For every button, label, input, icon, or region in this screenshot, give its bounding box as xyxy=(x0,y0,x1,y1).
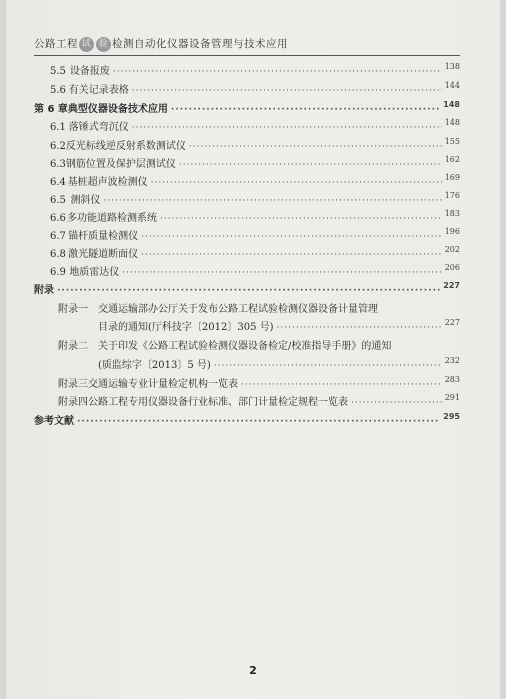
toc-entry-title: 关于印发《公路工程试验检测仪器设备检定/校准指导手册》的通知 xyxy=(98,341,392,352)
toc-entry-page: 206 xyxy=(444,263,460,272)
header-rule xyxy=(34,55,460,56)
header-title-after: 检测自动化仪器设备管理与技术应用 xyxy=(112,38,288,50)
toc-entry-number: 附录二 xyxy=(58,341,88,352)
toc-leader xyxy=(57,286,440,296)
toc-entry xyxy=(58,375,460,390)
toc-leader xyxy=(132,86,442,96)
toc-entry-number: 附录一 xyxy=(58,304,88,315)
toc-entry-title: 基桩超声波检测仪 xyxy=(67,177,148,188)
toc-entry-page: 295 xyxy=(443,412,460,421)
toc-entry-page: 202 xyxy=(444,245,460,254)
toc-entry xyxy=(50,137,460,152)
toc-entry-title: 公路工程专用仪器设备行业标准、部门计量检定规程一览表 xyxy=(88,397,348,408)
running-header xyxy=(34,36,460,52)
toc-entry-page: 196 xyxy=(444,227,460,236)
toc-entry-number: 5.5 xyxy=(50,66,66,77)
toc-entry xyxy=(50,245,460,260)
toc-leader xyxy=(122,268,441,278)
toc-leader xyxy=(351,398,442,408)
toc-entry-page: 227 xyxy=(444,318,460,327)
toc-entry xyxy=(50,209,460,224)
toc-entry xyxy=(50,173,460,188)
toc-entry xyxy=(50,191,460,206)
toc-leader xyxy=(113,67,442,77)
toc-entry xyxy=(50,62,460,77)
toc-entry-number: 6.7 xyxy=(50,231,66,242)
toc-entry-page: 162 xyxy=(444,155,460,164)
toc-entry-number: 附录三 xyxy=(58,379,88,390)
toc-entry-number: 第 6 章 xyxy=(34,104,68,115)
toc-leader xyxy=(189,142,442,152)
toc-leader xyxy=(132,123,442,133)
toc-entry xyxy=(58,300,460,315)
toc-entry-title: 落锤式弯沉仪 xyxy=(68,122,129,133)
toc-entry-page: 291 xyxy=(444,393,460,402)
toc-entry xyxy=(50,263,460,278)
toc-entry-page: 176 xyxy=(444,191,460,200)
toc-entry-page: 232 xyxy=(444,356,460,365)
toc-leader xyxy=(179,160,442,170)
page-number: 2 xyxy=(249,664,257,677)
toc-entry xyxy=(50,81,460,96)
header-stamp-1: 试 xyxy=(79,37,94,52)
toc-leader xyxy=(171,105,440,115)
toc-leader xyxy=(141,250,442,260)
toc-entry-page: 155 xyxy=(444,137,460,146)
toc-entry xyxy=(50,155,460,170)
toc-entry-title: 反光标线逆反射系数测试仪 xyxy=(65,141,186,152)
toc-entry-number: 6.6 xyxy=(50,213,66,224)
toc-entry-page: 138 xyxy=(444,62,460,71)
toc-entry-number: 参考文献 xyxy=(34,416,74,427)
toc-entry-number: 6.2 xyxy=(50,141,66,152)
toc-leader xyxy=(277,323,442,333)
toc-entry-number: 6.8 xyxy=(50,249,66,260)
header-stamp-2: 验 xyxy=(96,37,111,52)
toc-entry-title: 测斜仪 xyxy=(70,195,101,206)
toc-entry-page: 144 xyxy=(444,81,460,90)
toc-entry-page: 183 xyxy=(444,209,460,218)
toc-entry xyxy=(58,393,460,408)
toc-entry-number: 6.4 xyxy=(50,177,66,188)
toc-entry-number: 5.6 xyxy=(50,85,66,96)
toc-leader xyxy=(241,380,442,390)
toc-entry-number: 6.3 xyxy=(50,159,66,170)
header-title-before: 公路工程 xyxy=(34,38,78,50)
toc-entry-page: 227 xyxy=(443,281,460,290)
toc-entry-title: 锚杆质量检测仪 xyxy=(68,231,139,242)
toc-entry xyxy=(50,227,460,242)
book-page xyxy=(6,0,500,699)
toc-entry-number: 6.9 xyxy=(50,267,66,278)
toc-entry-page: 169 xyxy=(444,173,460,182)
toc-entry-page: 148 xyxy=(444,118,460,127)
toc-entry-title: 激光隧道断面仪 xyxy=(68,249,139,260)
toc-entry-number: 附录 xyxy=(34,285,54,296)
toc-entry-number: 6.1 xyxy=(50,122,66,133)
toc-leader xyxy=(151,178,442,188)
toc-leader xyxy=(103,196,441,206)
toc-entry-title: 地质雷达仪 xyxy=(69,267,120,278)
toc-entry-page: 148 xyxy=(443,100,460,109)
toc-leader xyxy=(77,417,440,427)
toc-entry-number: 附录四 xyxy=(58,397,88,408)
toc-entry-title: 典型仪器设备技术应用 xyxy=(67,104,168,115)
toc-references xyxy=(34,412,460,427)
toc-entry-title: 目录的通知(厅科技字〔2012〕305 号) xyxy=(98,322,274,333)
toc-entry-continuation xyxy=(98,318,460,333)
toc-appendix-heading xyxy=(34,281,460,296)
toc-chapter-entry xyxy=(34,100,460,115)
toc-entry-title: 设备报废 xyxy=(69,66,110,77)
toc-entry-title: 多功能道路检测系统 xyxy=(67,213,158,224)
toc-leader xyxy=(160,214,442,224)
toc-entry-title: 交通运输专业计量检定机构一览表 xyxy=(88,379,238,390)
toc-entry xyxy=(50,118,460,133)
toc-entry-continuation xyxy=(98,356,460,371)
toc-entry-title: 交通运输部办公厅关于发布公路工程试验检测仪器设备计量管理 xyxy=(98,304,378,315)
toc-entry-page: 283 xyxy=(444,375,460,384)
toc-entry-title: (质监综字〔2013〕5 号) xyxy=(98,360,211,371)
toc-leader xyxy=(141,232,442,242)
toc-entry xyxy=(58,337,460,352)
toc-entry-title: 有关记录表格 xyxy=(68,85,129,96)
toc-entry-number: 6.5 xyxy=(50,195,66,206)
toc-entry-title: 钢筋位置及保护层测试仪 xyxy=(65,159,176,170)
toc-leader xyxy=(214,361,442,371)
